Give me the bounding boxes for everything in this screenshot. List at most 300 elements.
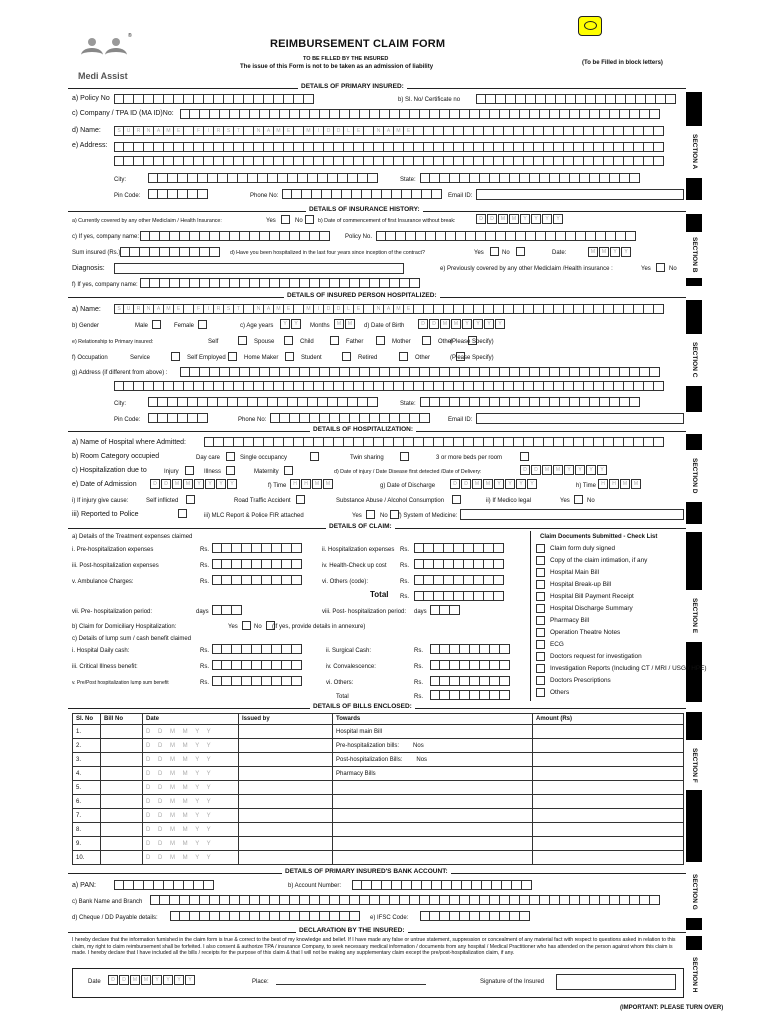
patient-phone-field[interactable] <box>270 413 430 423</box>
char-cell[interactable] <box>404 142 414 152</box>
char-cell[interactable] <box>212 605 222 615</box>
char-cell[interactable]: A <box>384 304 394 314</box>
discharge-time-field[interactable] <box>598 479 642 489</box>
char-cell[interactable] <box>460 109 470 119</box>
char-cell[interactable] <box>454 381 464 391</box>
char-cell[interactable]: H <box>290 479 300 489</box>
char-cell[interactable] <box>384 142 394 152</box>
char-cell[interactable] <box>560 367 570 377</box>
char-cell[interactable] <box>452 880 462 890</box>
char-cell[interactable] <box>160 231 170 241</box>
bill-date-cell[interactable]: D D M M Y Y <box>143 823 239 837</box>
char-cell[interactable] <box>340 895 350 905</box>
char-cell[interactable]: E <box>174 126 184 136</box>
char-cell[interactable]: M <box>334 319 344 329</box>
char-cell[interactable] <box>460 911 470 921</box>
char-cell[interactable] <box>178 173 188 183</box>
char-cell[interactable] <box>410 367 420 377</box>
char-cell[interactable] <box>414 126 424 136</box>
char-cell[interactable]: M <box>164 304 174 314</box>
char-cell[interactable] <box>270 895 280 905</box>
char-cell[interactable] <box>464 591 474 601</box>
char-cell[interactable] <box>440 173 450 183</box>
char-cell[interactable] <box>440 660 450 670</box>
bill-date-cell[interactable]: D D M M Y Y <box>143 725 239 739</box>
char-cell[interactable] <box>370 413 380 423</box>
char-cell[interactable] <box>354 437 364 447</box>
char-cell[interactable]: M <box>394 126 404 136</box>
char-cell[interactable]: Y <box>527 479 537 489</box>
char-cell[interactable] <box>200 278 210 288</box>
char-cell[interactable] <box>412 189 422 199</box>
char-cell[interactable] <box>454 156 464 166</box>
char-cell[interactable] <box>434 381 444 391</box>
char-cell[interactable] <box>550 173 560 183</box>
char-cell[interactable] <box>550 109 560 119</box>
char-cell[interactable] <box>328 397 338 407</box>
char-cell[interactable] <box>280 911 290 921</box>
char-cell[interactable] <box>494 575 504 585</box>
bill-amount-cell[interactable] <box>533 767 684 781</box>
comment-icon[interactable] <box>578 16 602 36</box>
char-cell[interactable] <box>244 437 254 447</box>
char-cell[interactable]: H <box>609 479 619 489</box>
char-cell[interactable] <box>230 367 240 377</box>
char-cell[interactable] <box>540 367 550 377</box>
char-cell[interactable]: E <box>354 126 364 136</box>
insured-address-line-2[interactable] <box>114 156 664 166</box>
char-cell[interactable] <box>504 142 514 152</box>
char-cell[interactable] <box>620 109 630 119</box>
char-cell[interactable] <box>610 397 620 407</box>
char-cell[interactable] <box>180 367 190 377</box>
char-cell[interactable] <box>258 173 268 183</box>
char-cell[interactable] <box>634 437 644 447</box>
char-cell[interactable]: E <box>404 126 414 136</box>
char-cell[interactable] <box>282 676 292 686</box>
patient-email-field[interactable] <box>476 413 684 424</box>
char-cell[interactable] <box>224 156 234 166</box>
char-cell[interactable] <box>496 231 506 241</box>
char-cell[interactable] <box>480 895 490 905</box>
char-cell[interactable] <box>400 413 410 423</box>
char-cell[interactable] <box>444 437 454 447</box>
char-cell[interactable] <box>284 156 294 166</box>
char-cell[interactable] <box>334 156 344 166</box>
char-cell[interactable] <box>470 173 480 183</box>
checklist-checkbox[interactable] <box>536 688 545 697</box>
char-cell[interactable]: Y <box>542 214 552 224</box>
char-cell[interactable] <box>546 94 556 104</box>
char-cell[interactable] <box>180 895 190 905</box>
char-cell[interactable] <box>440 109 450 119</box>
char-cell[interactable] <box>480 397 490 407</box>
char-cell[interactable] <box>310 278 320 288</box>
char-cell[interactable] <box>352 189 362 199</box>
checklist-checkbox[interactable] <box>536 580 545 589</box>
char-cell[interactable] <box>332 189 342 199</box>
char-cell[interactable] <box>290 367 300 377</box>
room-daycare-checkbox[interactable] <box>226 452 235 461</box>
bill-amount-cell[interactable] <box>533 823 684 837</box>
char-cell[interactable] <box>294 126 304 136</box>
char-cell[interactable] <box>574 437 584 447</box>
injury-self-checkbox[interactable] <box>186 495 195 504</box>
char-cell[interactable] <box>242 660 252 670</box>
char-cell[interactable]: M <box>164 126 174 136</box>
char-cell[interactable] <box>504 437 514 447</box>
char-cell[interactable] <box>262 644 272 654</box>
char-cell[interactable] <box>370 367 380 377</box>
char-cell[interactable] <box>260 278 270 288</box>
char-cell[interactable] <box>230 895 240 905</box>
room-single-checkbox[interactable] <box>310 452 319 461</box>
char-cell[interactable] <box>134 381 144 391</box>
char-cell[interactable] <box>644 126 654 136</box>
char-cell[interactable] <box>350 109 360 119</box>
char-cell[interactable] <box>624 126 634 136</box>
char-cell[interactable] <box>624 437 634 447</box>
char-cell[interactable] <box>154 94 164 104</box>
char-cell[interactable] <box>280 895 290 905</box>
convalescence-field[interactable] <box>430 660 510 670</box>
char-cell[interactable] <box>154 142 164 152</box>
char-cell[interactable] <box>200 895 210 905</box>
char-cell[interactable] <box>232 543 242 553</box>
char-cell[interactable] <box>410 895 420 905</box>
char-cell[interactable] <box>430 109 440 119</box>
char-cell[interactable] <box>258 397 268 407</box>
char-cell[interactable] <box>514 381 524 391</box>
char-cell[interactable] <box>370 109 380 119</box>
char-cell[interactable] <box>244 156 254 166</box>
char-cell[interactable]: Y <box>163 975 173 985</box>
char-cell[interactable] <box>392 189 402 199</box>
char-cell[interactable]: Y <box>520 214 530 224</box>
char-cell[interactable] <box>210 278 220 288</box>
char-cell[interactable] <box>470 895 480 905</box>
char-cell[interactable] <box>440 690 450 700</box>
diagnosis-field[interactable] <box>114 263 404 274</box>
char-cell[interactable] <box>234 94 244 104</box>
char-cell[interactable]: Y <box>597 465 607 475</box>
char-cell[interactable] <box>212 644 222 654</box>
char-cell[interactable] <box>302 189 312 199</box>
char-cell[interactable] <box>362 880 372 890</box>
char-cell[interactable] <box>380 413 390 423</box>
char-cell[interactable] <box>290 413 300 423</box>
char-cell[interactable] <box>454 591 464 601</box>
char-cell[interactable] <box>174 156 184 166</box>
char-cell[interactable] <box>204 142 214 152</box>
char-cell[interactable] <box>616 94 626 104</box>
char-cell[interactable]: M <box>130 975 140 985</box>
char-cell[interactable] <box>150 231 160 241</box>
char-cell[interactable] <box>494 126 504 136</box>
char-cell[interactable] <box>464 381 474 391</box>
char-cell[interactable] <box>510 397 520 407</box>
char-cell[interactable] <box>534 156 544 166</box>
char-cell[interactable] <box>626 94 636 104</box>
char-cell[interactable] <box>504 304 514 314</box>
char-cell[interactable] <box>244 94 254 104</box>
char-cell[interactable] <box>430 397 440 407</box>
char-cell[interactable] <box>614 437 624 447</box>
char-cell[interactable] <box>524 437 534 447</box>
char-cell[interactable] <box>490 660 500 670</box>
char-cell[interactable] <box>262 559 272 569</box>
char-cell[interactable] <box>320 895 330 905</box>
char-cell[interactable] <box>344 156 354 166</box>
char-cell[interactable] <box>396 231 406 241</box>
char-cell[interactable] <box>220 895 230 905</box>
char-cell[interactable] <box>252 676 262 686</box>
char-cell[interactable] <box>194 381 204 391</box>
char-cell[interactable] <box>274 142 284 152</box>
bill-no-cell[interactable] <box>101 795 143 809</box>
char-cell[interactable] <box>444 142 454 152</box>
char-cell[interactable] <box>424 156 434 166</box>
char-cell[interactable] <box>650 109 660 119</box>
system-medicine-field[interactable] <box>460 509 684 520</box>
char-cell[interactable] <box>334 142 344 152</box>
char-cell[interactable] <box>454 142 464 152</box>
char-cell[interactable] <box>404 437 414 447</box>
char-cell[interactable] <box>260 911 270 921</box>
char-cell[interactable] <box>594 126 604 136</box>
char-cell[interactable] <box>500 397 510 407</box>
char-cell[interactable] <box>614 142 624 152</box>
char-cell[interactable] <box>402 189 412 199</box>
char-cell[interactable] <box>476 94 486 104</box>
char-cell[interactable] <box>440 397 450 407</box>
char-cell[interactable] <box>500 660 510 670</box>
char-cell[interactable]: I <box>314 304 324 314</box>
char-cell[interactable]: A <box>264 304 274 314</box>
char-cell[interactable] <box>530 367 540 377</box>
char-cell[interactable] <box>546 231 556 241</box>
ambulance-field[interactable] <box>212 575 302 585</box>
char-cell[interactable] <box>284 437 294 447</box>
char-cell[interactable] <box>556 231 566 241</box>
char-cell[interactable] <box>420 911 430 921</box>
char-cell[interactable] <box>470 676 480 686</box>
char-cell[interactable] <box>352 880 362 890</box>
char-cell[interactable] <box>414 304 424 314</box>
char-cell[interactable] <box>310 109 320 119</box>
char-cell[interactable] <box>150 278 160 288</box>
char-cell[interactable] <box>374 437 384 447</box>
char-cell[interactable] <box>470 644 480 654</box>
health-check-field[interactable] <box>414 559 504 569</box>
char-cell[interactable] <box>264 381 274 391</box>
char-cell[interactable] <box>208 397 218 407</box>
char-cell[interactable] <box>540 895 550 905</box>
char-cell[interactable] <box>464 559 474 569</box>
char-cell[interactable] <box>470 911 480 921</box>
char-cell[interactable] <box>424 437 434 447</box>
char-cell[interactable] <box>252 559 262 569</box>
char-cell[interactable] <box>290 109 300 119</box>
char-cell[interactable] <box>144 156 154 166</box>
char-cell[interactable] <box>204 880 214 890</box>
char-cell[interactable] <box>464 156 474 166</box>
char-cell[interactable] <box>374 142 384 152</box>
char-cell[interactable]: Y <box>216 479 226 489</box>
char-cell[interactable]: Y <box>564 465 574 475</box>
char-cell[interactable] <box>456 231 466 241</box>
bill-amount-cell[interactable] <box>533 753 684 767</box>
char-cell[interactable] <box>634 304 644 314</box>
char-cell[interactable] <box>500 690 510 700</box>
covered-no-checkbox[interactable] <box>305 215 314 224</box>
bill-towards-cell[interactable] <box>333 837 533 851</box>
char-cell[interactable] <box>264 156 274 166</box>
bill-date-cell[interactable]: D D M M Y Y <box>143 781 239 795</box>
char-cell[interactable] <box>180 247 190 257</box>
char-cell[interactable] <box>430 911 440 921</box>
bill-no-cell[interactable] <box>101 823 143 837</box>
char-cell[interactable] <box>604 381 614 391</box>
surgical-cash-field[interactable] <box>430 644 510 654</box>
char-cell[interactable] <box>180 278 190 288</box>
char-cell[interactable] <box>450 911 460 921</box>
char-cell[interactable] <box>666 94 676 104</box>
char-cell[interactable] <box>180 911 190 921</box>
char-cell[interactable] <box>464 437 474 447</box>
total-field[interactable] <box>414 591 504 601</box>
char-cell[interactable] <box>444 126 454 136</box>
insured-email-field[interactable] <box>476 189 684 200</box>
bill-no-cell[interactable] <box>101 739 143 753</box>
char-cell[interactable] <box>510 173 520 183</box>
char-cell[interactable] <box>570 109 580 119</box>
char-cell[interactable] <box>630 367 640 377</box>
bill-date-cell[interactable]: D D M M Y Y <box>143 851 239 865</box>
char-cell[interactable] <box>580 397 590 407</box>
char-cell[interactable] <box>204 437 214 447</box>
checklist-checkbox[interactable] <box>536 616 545 625</box>
char-cell[interactable] <box>232 660 242 670</box>
char-cell[interactable] <box>292 676 302 686</box>
char-cell[interactable] <box>434 575 444 585</box>
char-cell[interactable] <box>314 381 324 391</box>
char-cell[interactable] <box>624 142 634 152</box>
char-cell[interactable] <box>544 304 554 314</box>
char-cell[interactable] <box>566 94 576 104</box>
char-cell[interactable] <box>348 173 358 183</box>
char-cell[interactable] <box>174 142 184 152</box>
char-cell[interactable] <box>218 397 228 407</box>
char-cell[interactable] <box>636 94 646 104</box>
char-cell[interactable] <box>320 231 330 241</box>
char-cell[interactable] <box>212 543 222 553</box>
char-cell[interactable] <box>500 895 510 905</box>
char-cell[interactable] <box>168 397 178 407</box>
checklist-checkbox[interactable] <box>536 676 545 685</box>
char-cell[interactable] <box>344 381 354 391</box>
char-cell[interactable] <box>292 660 302 670</box>
char-cell[interactable] <box>420 109 430 119</box>
char-cell[interactable] <box>140 247 150 257</box>
char-cell[interactable] <box>394 437 404 447</box>
char-cell[interactable] <box>620 397 630 407</box>
char-cell[interactable] <box>148 173 158 183</box>
char-cell[interactable] <box>292 644 302 654</box>
char-cell[interactable] <box>234 142 244 152</box>
char-cell[interactable] <box>310 413 320 423</box>
char-cell[interactable] <box>584 156 594 166</box>
char-cell[interactable]: S <box>224 304 234 314</box>
char-cell[interactable] <box>214 437 224 447</box>
char-cell[interactable] <box>340 367 350 377</box>
char-cell[interactable] <box>158 173 168 183</box>
char-cell[interactable] <box>464 543 474 553</box>
char-cell[interactable] <box>228 397 238 407</box>
char-cell[interactable] <box>240 911 250 921</box>
char-cell[interactable] <box>424 381 434 391</box>
char-cell[interactable] <box>584 437 594 447</box>
char-cell[interactable] <box>270 911 280 921</box>
char-cell[interactable] <box>114 142 124 152</box>
char-cell[interactable] <box>466 231 476 241</box>
char-cell[interactable] <box>204 94 214 104</box>
char-cell[interactable] <box>616 231 626 241</box>
char-cell[interactable] <box>560 397 570 407</box>
age-months-field[interactable] <box>334 319 356 329</box>
char-cell[interactable]: M <box>509 214 519 224</box>
patient-address-line-2[interactable] <box>114 381 664 391</box>
char-cell[interactable] <box>324 156 334 166</box>
char-cell[interactable] <box>282 575 292 585</box>
char-cell[interactable] <box>232 676 242 686</box>
char-cell[interactable] <box>188 173 198 183</box>
char-cell[interactable] <box>222 575 232 585</box>
char-cell[interactable] <box>350 895 360 905</box>
char-cell[interactable] <box>644 142 654 152</box>
admission-date-field[interactable] <box>150 479 238 489</box>
char-cell[interactable] <box>544 381 554 391</box>
char-cell[interactable] <box>470 367 480 377</box>
char-cell[interactable] <box>210 231 220 241</box>
char-cell[interactable] <box>394 142 404 152</box>
hospital-name-field[interactable] <box>204 437 664 447</box>
checklist-checkbox[interactable] <box>536 544 545 553</box>
char-cell[interactable] <box>204 381 214 391</box>
option-checkbox[interactable] <box>285 352 294 361</box>
char-cell[interactable] <box>350 278 360 288</box>
char-cell[interactable] <box>516 94 526 104</box>
char-cell[interactable] <box>178 413 188 423</box>
char-cell[interactable] <box>164 142 174 152</box>
char-cell[interactable]: Y <box>586 465 596 475</box>
daily-cash-field[interactable] <box>212 644 302 654</box>
char-cell[interactable] <box>340 413 350 423</box>
char-cell[interactable] <box>260 367 270 377</box>
char-cell[interactable] <box>264 142 274 152</box>
char-cell[interactable] <box>476 231 486 241</box>
char-cell[interactable] <box>500 367 510 377</box>
char-cell[interactable] <box>490 895 500 905</box>
char-cell[interactable] <box>364 156 374 166</box>
char-cell[interactable] <box>640 895 650 905</box>
char-cell[interactable] <box>460 173 470 183</box>
bill-issued-by-cell[interactable] <box>239 753 333 767</box>
char-cell[interactable] <box>260 895 270 905</box>
char-cell[interactable] <box>148 397 158 407</box>
char-cell[interactable] <box>480 109 490 119</box>
medico-legal-yes-checkbox[interactable] <box>574 495 583 504</box>
